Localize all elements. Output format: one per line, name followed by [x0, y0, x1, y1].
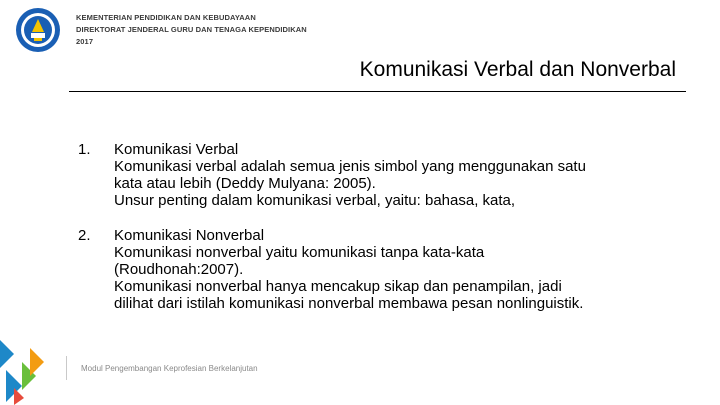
item-line: kata atau lebih (Deddy Mulyana: 2005).: [114, 175, 376, 192]
ministry-line-3: 2017: [76, 37, 94, 46]
title-divider: [69, 91, 686, 92]
item-line: (Roudhonah:2007).: [114, 261, 244, 278]
list-item: [78, 227, 678, 312]
item-number: 1.: [78, 141, 91, 158]
item-line: dilihat dari istilah komunikasi nonverbal membawa pesan nonlinguistik.: [114, 295, 584, 312]
footer-divider: [66, 356, 67, 380]
ministry-line-1: KEMENTERIAN PENDIDIKAN DAN KEBUDAYAAN: [76, 13, 256, 22]
corner-decoration: [0, 330, 60, 405]
header: [14, 6, 307, 54]
item-body: [114, 141, 678, 209]
item-line: Komunikasi nonverbal yaitu komunikasi tanpa kata-kata: [114, 244, 485, 261]
item-line: Unsur penting dalam komunikasi verbal, yaitu: bahasa, kata,: [114, 192, 516, 209]
ministry-line-2: DIREKTORAT JENDERAL GURU DAN TENAGA KEPENDIDIKAN: [76, 25, 307, 34]
item-line: Komunikasi nonverbal hanya mencakup sikap dan penampilan, jadi: [114, 278, 562, 295]
list-item: [78, 141, 678, 209]
slide-title: Komunikasi Verbal dan Nonverbal: [359, 58, 676, 81]
item-heading: Komunikasi Verbal: [114, 141, 239, 158]
tut-wuri-handayani-logo: [14, 6, 62, 54]
item-heading: Komunikasi Nonverbal: [114, 227, 265, 244]
content-list: [78, 141, 678, 330]
footer-text: Modul Pengembangan Keprofesian Berkelanjutan: [81, 364, 258, 373]
item-body: [114, 227, 678, 312]
item-line: Komunikasi verbal adalah semua jenis simbol yang menggunakan satu: [114, 158, 586, 175]
item-number: 2.: [78, 227, 91, 244]
ministry-name: [76, 12, 307, 48]
